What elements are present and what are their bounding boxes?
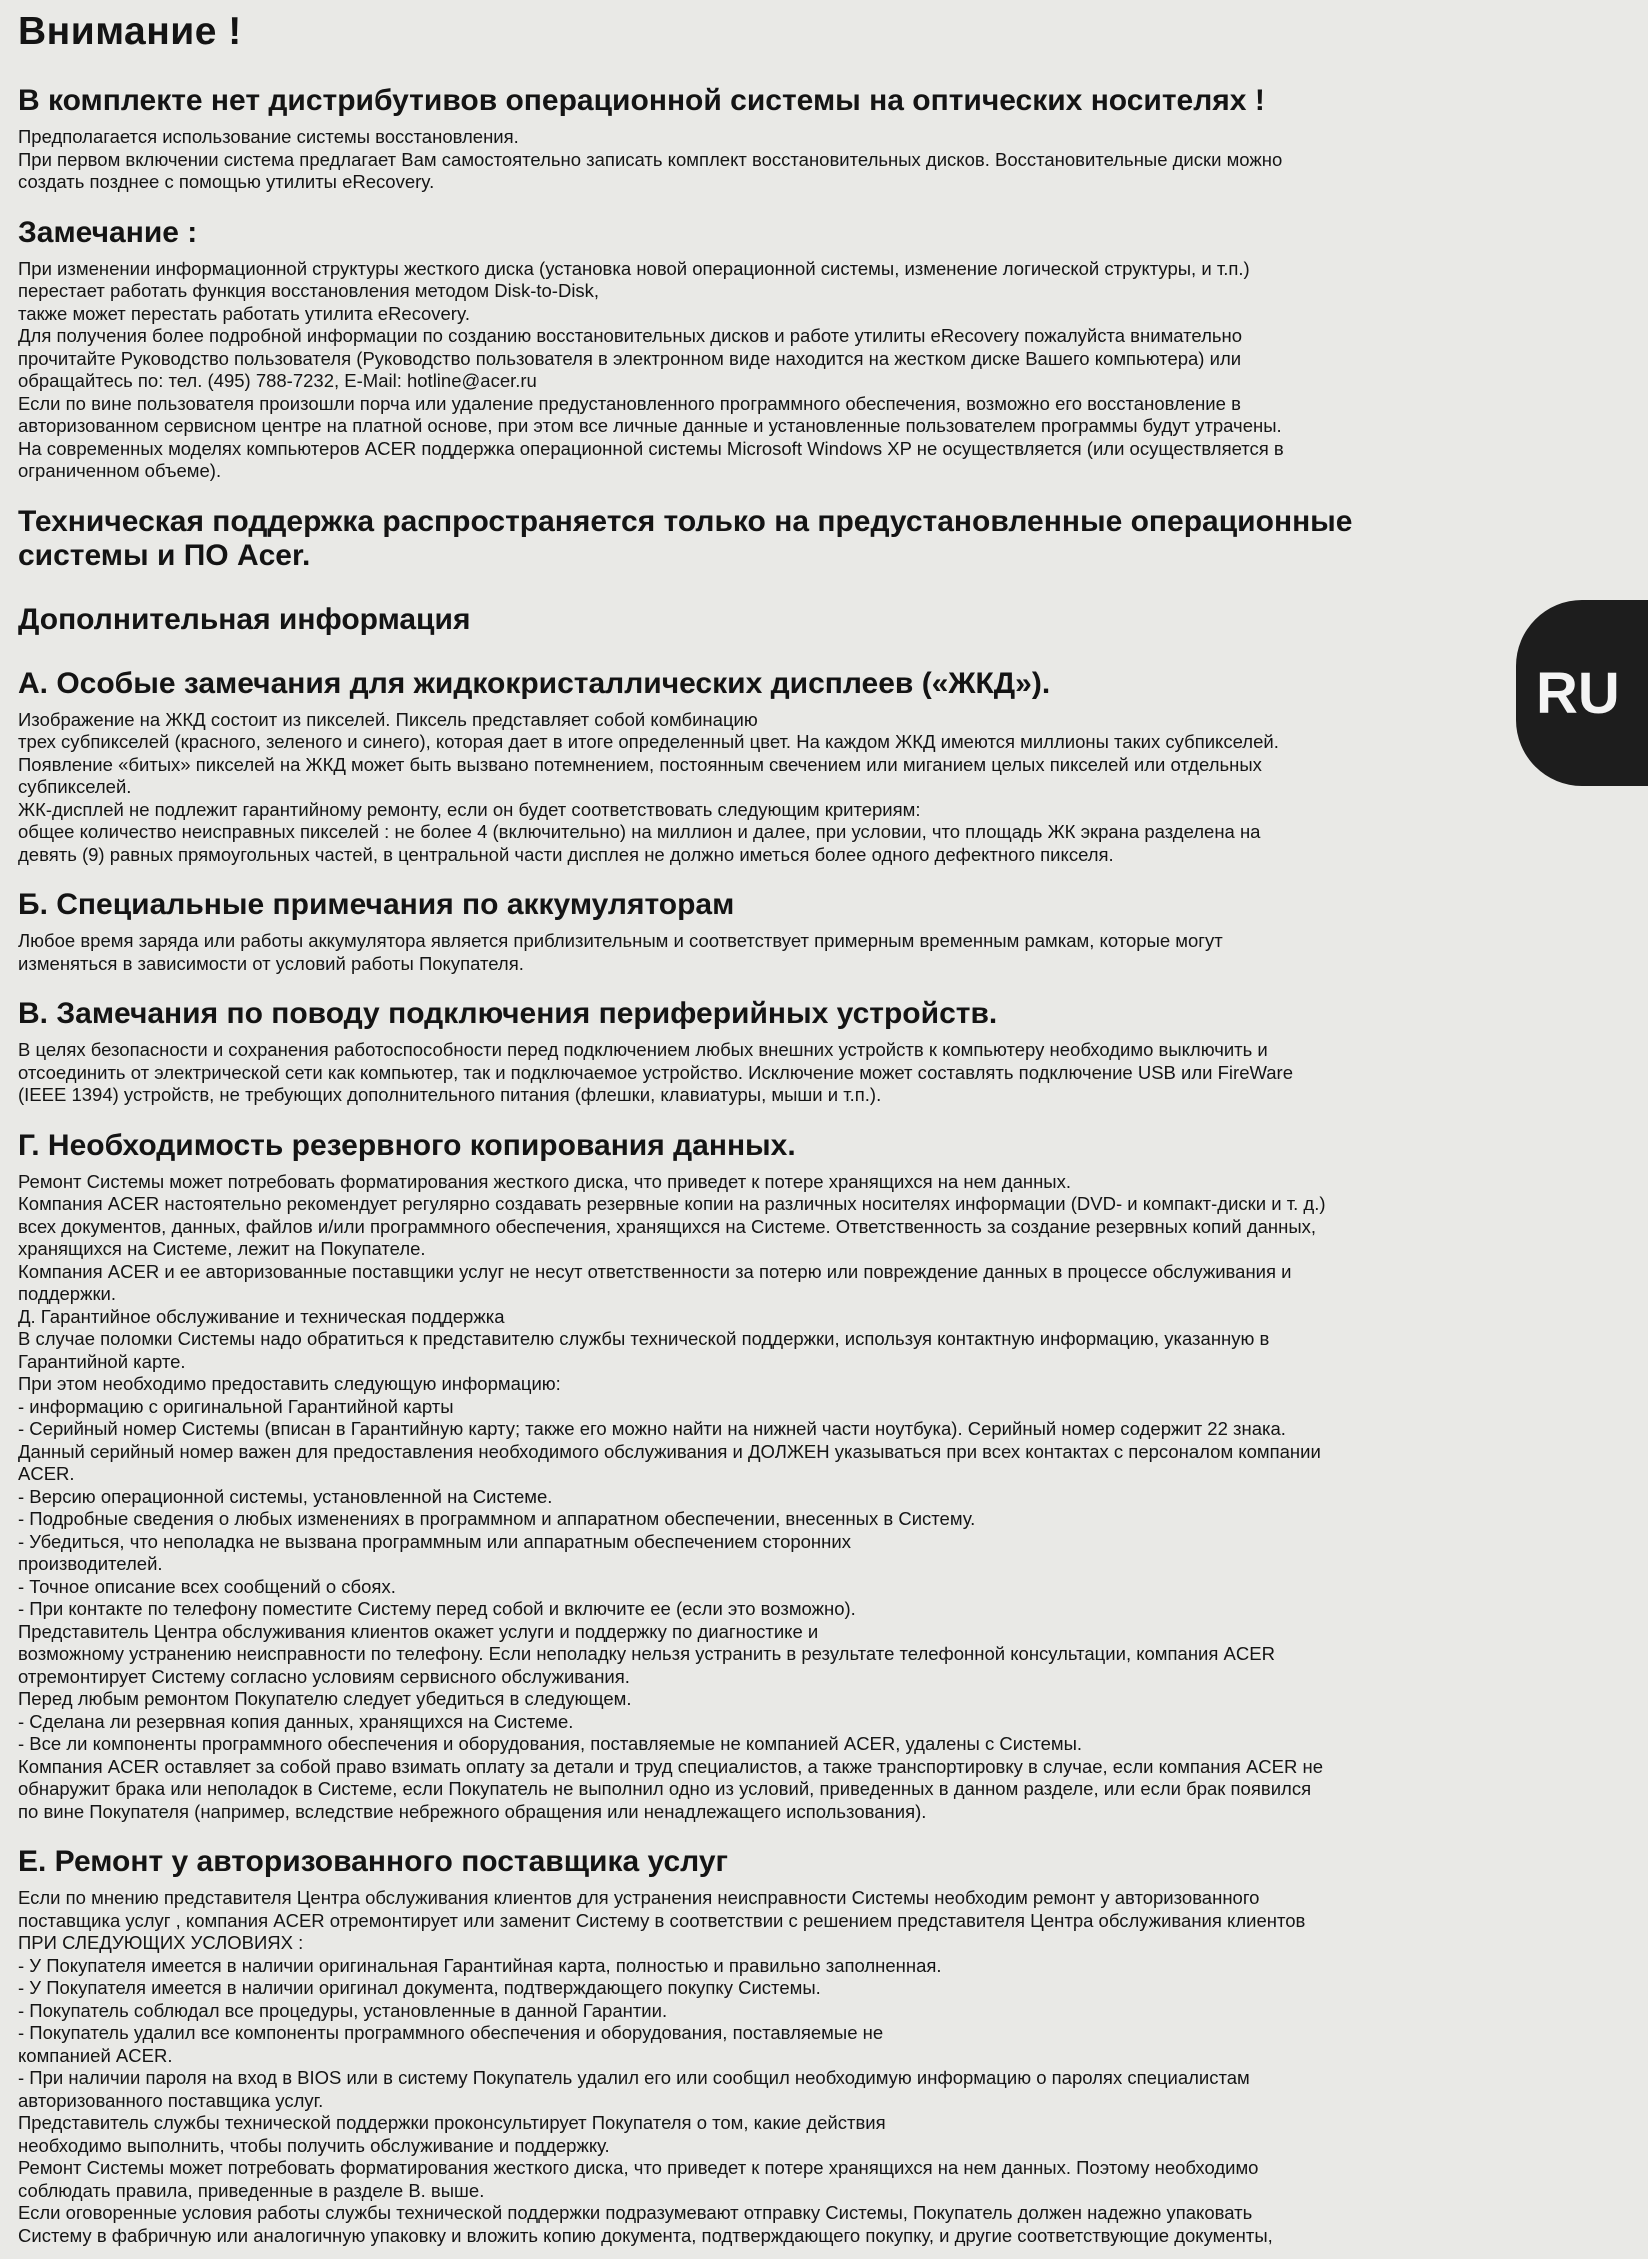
body-line: Предполагается использование системы восстановления.: [18, 126, 519, 147]
body-line: Если по мнению представителя Центра обслуживания клиентов для устранения неисправности Системы необходим ремонт у авторизованного: [18, 1887, 1260, 1908]
body-line: компанией ACER.: [18, 2044, 173, 2066]
section-heading: Дополнительная информация: [18, 602, 471, 636]
body-line: ПРИ СЛЕДУЮЩИХ УСЛОВИЯХ :: [18, 1932, 304, 1953]
body-line: изменяться в зависимости от условий работы Покупателя.: [18, 952, 524, 974]
body-line: Ремонт Системы может потребовать форматирования жесткого диска, что приведет к потере хранящихся на нем данных.: [18, 1170, 1071, 1192]
sections: [18, 84, 1488, 2259]
body-line: авторизованном сервисном центре на платной основе, при этом все личные данные и установленные пользователем программы будут утрачены.: [18, 415, 1282, 436]
body-line: Представитель службы технической поддержки проконсультирует Покупателя о том, какие действия: [18, 2112, 886, 2133]
body-line: - Все ли компоненты программного обеспечения и оборудования, поставляемые не компанией ACER, удалены с Системы.: [18, 1733, 1083, 1754]
body-line: Компания ACER оставляет за собой право взимать оплату за детали и труд специалистов, а также транспортировку в случае, если компания ACER не: [18, 1755, 1323, 1777]
section: [18, 505, 1488, 593]
body-line: Изображение на ЖКД состоит из пикселей. Пиксель представляет собой комбинацию: [18, 708, 758, 730]
body-line: Представитель Центра обслуживания клиентов окажет услуги и поддержку по диагностике и: [18, 1620, 819, 1642]
body-line: возможному устранению неисправности по телефону. Если неполадку нельзя устранить в результате телефонной консультации, компания ACER: [18, 1643, 1275, 1664]
body-line: В целях безопасности и сохранения работоспособности перед подключением любых внешних устройств к компьютеру необходимо выключить и: [18, 1039, 1268, 1060]
body-line: обнаружит брака или неполадок в Системе, если Покупатель не выполнил одно из условий, приведенных в данном разделе, или если брак появился: [18, 1778, 1312, 1799]
body-line: При изменении информационной структуры жесткого диска (установка новой операционной системы, изменение логической структуры, и т.п.): [18, 257, 1250, 279]
body-line: Любое время заряда или работы аккумулятора является приблизительным и соответствует примерным временным рамкам, которые могут: [18, 930, 1223, 951]
section-heading: А. Особые замечания для жидкокристаллических дисплеев («ЖКД»).: [18, 666, 1051, 700]
body-line: - Подробные сведения о любых изменениях в программном и аппаратном обеспечении, внесенных в Систему.: [18, 1508, 976, 1529]
body-line: ограниченном объеме).: [18, 460, 222, 481]
page-title: Внимание !: [18, 10, 242, 53]
body-line: общее количество неисправных пикселей : не более 4 (включительно) на миллион и далее, при условии, что площадь ЖК экрана разделена на: [18, 821, 1261, 842]
body-line: На современных моделях компьютеров ACER поддержка операционной системы Microsoft Windows XP не осуществляется (или осуществляется в: [18, 437, 1284, 459]
body-line: всех документов, данных, файлов и/или программного обеспечения, хранящихся на Системе. Ответственность за создание резервных копий данных,: [18, 1215, 1317, 1237]
body-line: Компания ACER и ее авторизованные поставщики услуг не несут ответственности за потерю или повреждение данных в процессе обслуживания и: [18, 1260, 1292, 1282]
body-line: также может перестать работать утилита eRecovery.: [18, 302, 470, 324]
body-line: - информацию с оригинальной Гарантийной карты: [18, 1395, 454, 1417]
body-line: авторизованного поставщика услуг.: [18, 2089, 324, 2111]
body-line: субпикселей.: [18, 776, 132, 797]
body-line: Ремонт Системы может потребовать форматирования жесткого диска, что приведет к потере хранящихся на нем данных. Поэтому необходимо: [18, 2157, 1259, 2178]
body-line: Гарантийной карте.: [18, 1350, 186, 1372]
section: [18, 888, 1488, 987]
document-page: [18, 10, 1488, 2259]
section: [18, 997, 1488, 1119]
body-line: - Покупатель соблюдал все процедуры, установленные в данной Гарантии.: [18, 1999, 668, 2021]
body-line: прочитайте Руководство пользователя (Руководство пользователя в электронном виде находится на жестком диске Вашего компьютера) или: [18, 347, 1242, 369]
body-line: Появление «битых» пикселей на ЖКД может быть вызвано потемнением, постоянным свечением или миганием целых пикселей или отдельных: [18, 753, 1262, 775]
section-heading: Техническая поддержка распространяется только на предустановленные операционные системы и ПО Acer.: [18, 504, 1353, 572]
section-heading: В. Замечания по поводу подключения периферийных устройств.: [18, 997, 998, 1030]
body-line: хранящихся на Системе, лежит на Покупателе.: [18, 1238, 426, 1259]
body-line: Если оговоренные условия работы службы технической поддержки подразумевают отправку Системы, Покупатель должен надежно упаковать: [18, 2202, 1253, 2223]
body-line: Перед любым ремонтом Покупателю следует убедиться в следующем.: [18, 1688, 632, 1709]
body-line: ACER.: [18, 1463, 75, 1484]
body-line: - Точное описание всех сообщений о сбоях.: [18, 1575, 396, 1597]
section-heading: Г. Необходимость резервного копирования данных.: [18, 1128, 796, 1162]
body-line: отсоединить от электрической сети как компьютер, так и подключаемое устройство. Исключение может составлять подключение USB или FireWare: [18, 1061, 1293, 1083]
body-line: производителей.: [18, 1553, 163, 1574]
body-line: Если по вине пользователя произошли порча или удаление предустановленного программного обеспечения, возможно его восстановление в: [18, 392, 1241, 414]
body-line: поставщика услуг , компания ACER отремонтирует или заменит Систему в соответствии с решением представителя Центра обслуживания клиентов: [18, 1909, 1306, 1931]
body-line: - Серийный номер Системы (вписан в Гарантийную карту; также его можно найти на нижней части ноутбука). Серийный номер содержит 22 знака.: [18, 1418, 1286, 1439]
section: [18, 1129, 1488, 1836]
body-line: необходимо выполнить, чтобы получить обслуживание и поддержку.: [18, 2134, 610, 2156]
body-line: - Сделана ли резервная копия данных, хранящихся на Системе.: [18, 1710, 574, 1732]
body-line: Данный серийный номер важен для предоставления необходимого обслуживания и ДОЛЖЕН указываться при всех контактах с персоналом компании: [18, 1440, 1321, 1462]
section: [18, 667, 1488, 879]
section-heading: Б. Специальные примечания по аккумуляторам: [18, 888, 735, 921]
section-heading: Замечание :: [18, 215, 198, 249]
body-line: (IEEE 1394) устройств, не требующих дополнительного питания (флешки, клавиатуры, мыши и т.п.).: [18, 1084, 882, 1105]
body-line: - Версию операционной системы, установленной на Системе.: [18, 1485, 553, 1507]
body-line: - При наличии пароля на вход в BIOS или в систему Покупатель удалил его или сообщил необходимую информацию о паролях специалистам: [18, 2067, 1250, 2088]
body-line: - У Покупателя имеется в наличии оригинал документа, подтверждающего покупку Системы.: [18, 1977, 821, 1998]
body-line: ЖК-дисплей не подлежит гарантийному ремонту, если он будет соответствовать следующим критериям:: [18, 798, 921, 820]
body-line: трех субпикселей (красного, зеленого и синего), которая дает в итоге определенный цвет. На каждом ЖКД имеются миллионы таких субпикселей.: [18, 731, 1279, 752]
section: [18, 216, 1488, 495]
body-line: обращайтесь по: тел. (495) 788-7232, E-Mail: hotline@acer.ru: [18, 370, 537, 391]
body-line: - При контакте по телефону поместите Систему перед собой и включите ее (если это возможно).: [18, 1598, 856, 1619]
section-heading: Е. Ремонт у авторизованного поставщика услуг: [18, 1845, 728, 1878]
section: [18, 603, 1488, 657]
language-tab: RU: [1516, 600, 1648, 786]
body-line: Компания ACER настоятельно рекомендует регулярно создавать резервные копии на различных носителях информации (DVD- и компакт-диски и т. д.): [18, 1193, 1326, 1214]
body-line: При первом включении система предлагает Вам самостоятельно записать комплект восстановительных дисков. Восстановительные диски можно: [18, 148, 1283, 170]
body-line: - Покупатель удалил все компоненты программного обеспечения и оборудования, поставляемые не: [18, 2022, 884, 2043]
body-line: соблюдать правила, приведенные в разделе В. выше.: [18, 2179, 485, 2201]
body-line: перестает работать функция восстановления методом Disk-to-Disk,: [18, 280, 600, 301]
body-line: Для получения более подробной информации по созданию восстановительных дисков и работе утилиты eRecovery пожалуйста внимательно: [18, 325, 1243, 346]
section: [18, 1845, 1488, 2259]
body-line: В случае поломки Системы надо обратиться к представителю службы технической поддержки, используя контактную информацию, указанную в: [18, 1328, 1270, 1349]
body-line: создать позднее с помощью утилиты eRecovery.: [18, 171, 435, 192]
section-heading: В комплекте нет дистрибутивов операционной системы на оптических носителях !: [18, 84, 1265, 117]
body-line: При этом необходимо предоставить следующую информацию:: [18, 1373, 561, 1394]
body-line: Д. Гарантийное обслуживание и техническая поддержка: [18, 1305, 505, 1327]
section: [18, 84, 1488, 206]
body-line: девять (9) равных прямоугольных частей, в центральной части дисплея не должно иметься более одного дефектного пикселя.: [18, 843, 1114, 865]
body-line: по вине Покупателя (например, вследствие небрежного обращения или ненадлежащего использования).: [18, 1800, 927, 1822]
body-line: поддержки.: [18, 1283, 117, 1304]
body-line: отремонтирует Систему согласно условиям сервисного обслуживания.: [18, 1665, 630, 1687]
body-line: - Убедиться, что неполадка не вызвана программным или аппаратным обеспечением сторонних: [18, 1530, 851, 1552]
body-line: Систему в фабричную или аналогичную упаковку и вложить копию документа, подтверждающего покупку, и другие соответствующие документы,: [18, 2224, 1273, 2246]
body-line: - У Покупателя имеется в наличии оригинальная Гарантийная карта, полностью и правильно заполненная.: [18, 1954, 942, 1976]
